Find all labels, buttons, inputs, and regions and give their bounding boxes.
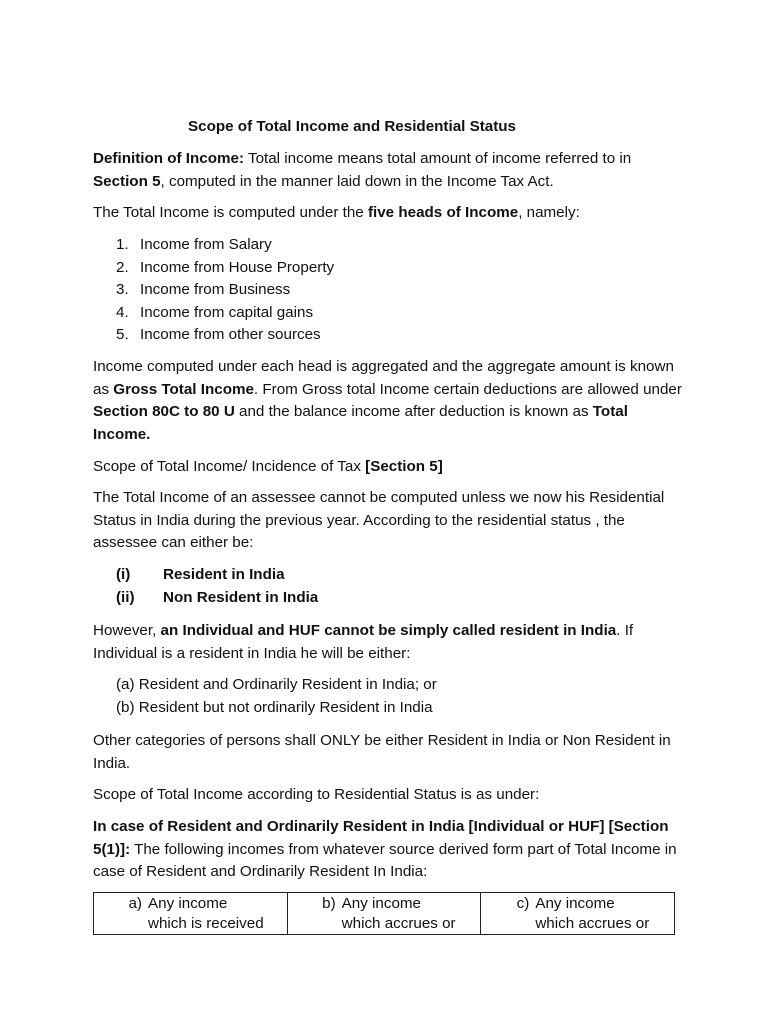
status-list [116, 564, 318, 610]
table-cell: a) Any income which is received [94, 893, 288, 935]
heads-intro-end: , namely: [518, 204, 580, 221]
resident-types-list [116, 674, 437, 719]
heads-intro-bold: five heads of Income [367, 204, 519, 221]
assessee-paragraph: The Total Income of an assessee cannot be computed unless we now his Residential Status in India during the previous year. According to the residential status , the assessee can either be: [93, 489, 665, 551]
definition-label: Definition of Income: [93, 150, 245, 167]
however-paragraph: However, an Individual and HUF cannot be simply called resident in India. If Individual is a resident in India he will be either: [93, 622, 634, 662]
list-item: (i) Resident in India [116, 566, 285, 583]
scope-heading: Scope of Total Income/ Incidence of Tax [Section 5] [93, 458, 443, 475]
heads-intro [93, 202, 683, 225]
list-item: (b) Resident but not ordinarily Resident in India [116, 698, 433, 716]
income-table [93, 892, 675, 935]
definition-text: Total income means total amount of income referred to in [244, 150, 632, 167]
table-cell: c) Any income which accrues or [481, 893, 675, 935]
scope-status-line: Scope of Total Income according to Residential Status is as under: [93, 786, 540, 803]
page-title: Scope of Total Income and Residential Status [188, 118, 516, 135]
list-item: 1. Income from Salary [116, 236, 272, 253]
list-item: (a) Resident and Ordinarily Resident in India; or [116, 676, 437, 693]
definition-text-end: , computed in the manner laid down in the Income Tax Act. [160, 172, 554, 190]
list-item: 5. Income from other sources [116, 326, 321, 343]
other-categories-paragraph: Other categories of persons shall ONLY be either Resident in India or Non Resident in India. [93, 732, 671, 772]
list-item: (ii) Non Resident in India [116, 589, 319, 606]
list-item: 3. Income from Business [116, 281, 291, 298]
list-item: 4. Income from capital gains [116, 303, 314, 321]
heads-list [116, 234, 334, 347]
list-item: 2. Income from House Property [116, 258, 335, 276]
table-row [94, 893, 675, 935]
ror-paragraph: In case of Resident and Ordinarily Resident in India [Individual or HUF] [Section 5(1)]: The following incomes from whatever source derived form part of Total Income in case of Resident and Ordinarily Resident In India: [93, 818, 677, 880]
definition-paragraph [93, 148, 683, 193]
aggregate-paragraph: Income computed under each head is aggregated and the aggregate amount is known as Gross Total Income. From Gross total Income certain deductions are allowed under Section 80C to 80 U and the balance income after deduction is known as Total Income. [93, 358, 682, 443]
table-cell: b) Any income which accrues or [287, 893, 481, 935]
section-ref: Section 5 [93, 172, 161, 190]
heads-intro-text: The Total Income is computed under the [93, 204, 368, 221]
